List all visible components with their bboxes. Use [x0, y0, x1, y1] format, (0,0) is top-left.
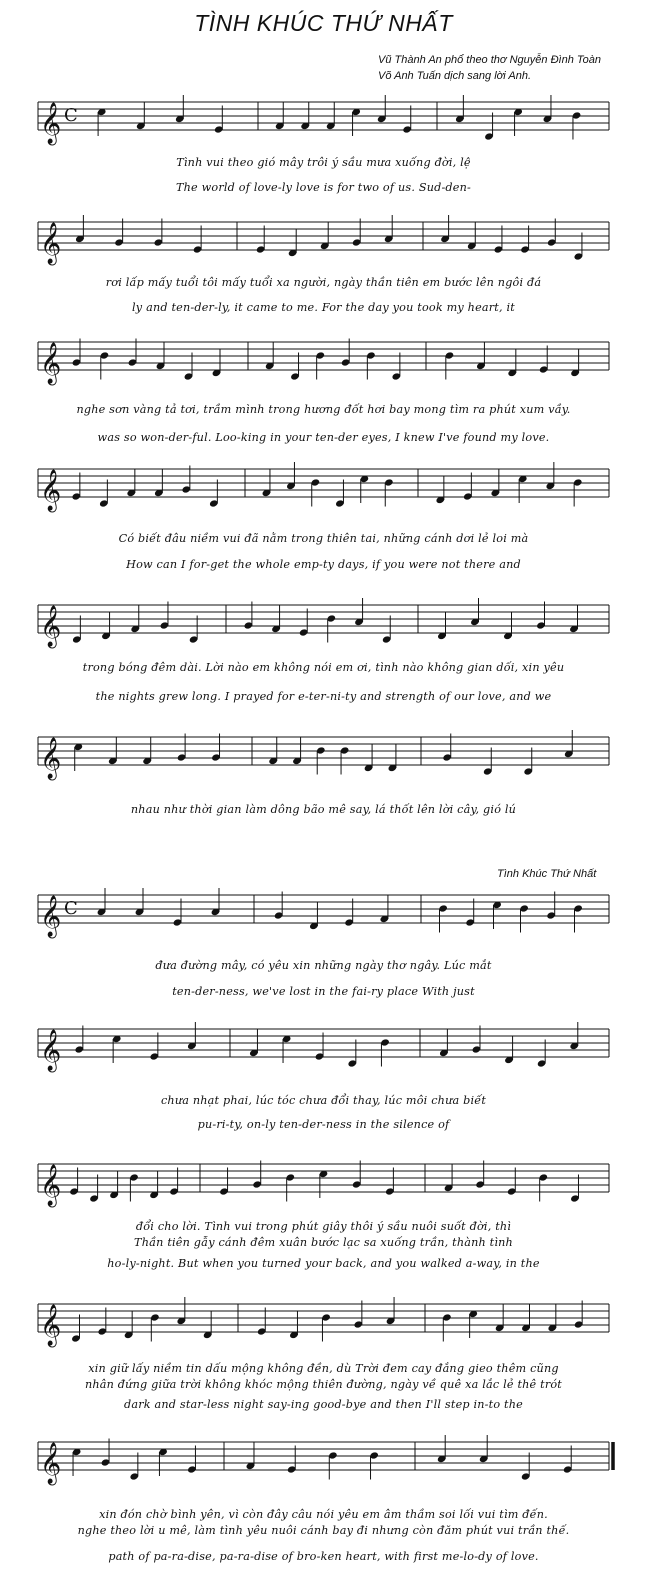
- common-time-symbol: C: [64, 105, 78, 126]
- lyric-line-english: ho-ly-night. But when you turned your back, and you walked a-way, in the: [107, 1257, 540, 1270]
- treble-clef-icon: 𝄞: [40, 103, 62, 144]
- lyric-line-vietnamese: nhau như thời gian làm dông bão mê say, lá thốt lên lời cây, gió lú: [130, 803, 517, 816]
- treble-clef-icon: 𝄞: [40, 223, 62, 264]
- common-time-symbol: C: [64, 898, 78, 919]
- music-staff: [0, 1282, 647, 1372]
- staff-notation: [0, 1007, 647, 1097]
- music-staff: [0, 873, 647, 963]
- staff-notation: [0, 1282, 647, 1372]
- staff-notation: [0, 1420, 647, 1510]
- music-staff: [0, 1420, 647, 1510]
- composer-credit: Vũ Thành An phổ theo thơ Nguyễn Đình Toàn: [378, 54, 601, 66]
- lyric-line-vietnamese: nghe sơn vàng tả tơi, trầm mình trong hương đốt hơi bay mong tìm ra phút xum vầy.: [76, 403, 571, 416]
- treble-clef-icon: 𝄞: [40, 1030, 62, 1071]
- staff-notation: [0, 1142, 647, 1232]
- music-staff: [0, 320, 647, 410]
- staff-notation: [0, 583, 647, 673]
- lyric-line-vietnamese-2: nhân đứng giữa trời không khóc mộng thiên đường, ngày về quê xa lắc lẻ thê trót: [84, 1378, 563, 1391]
- treble-clef-icon: 𝄞: [40, 1443, 62, 1484]
- music-staff: [0, 1142, 647, 1232]
- treble-clef-icon: 𝄞: [40, 470, 62, 511]
- treble-clef-icon: 𝄞: [40, 738, 62, 779]
- treble-clef-icon: 𝄞: [40, 1165, 62, 1206]
- lyric-line-vietnamese: rơi lấp mấy tuổi tôi mấy tuổi xa người, ngày thần tiên em bước lên ngôi đá: [105, 276, 542, 289]
- treble-clef-icon: 𝄞: [40, 1305, 62, 1346]
- treble-clef-icon: 𝄞: [40, 343, 62, 384]
- song-title: TÌNH KHÚC THỨ NHẤT: [194, 10, 453, 36]
- music-staff: [0, 583, 647, 673]
- staff-notation: [0, 447, 647, 537]
- lyric-line-english: was so won-der-ful. Loo-king in your ten-der eyes, I knew I've found my love.: [97, 431, 550, 444]
- music-staff: [0, 447, 647, 537]
- staff-notation: [0, 873, 647, 963]
- lyric-line-vietnamese: chưa nhạt phai, lúc tóc chưa đổi thay, lúc môi chưa biết: [160, 1094, 487, 1107]
- lyric-line-vietnamese: xin đón chờ bình yên, vì còn đây câu nói yêu em âm thầm soi lối vui tìm đến.: [99, 1508, 548, 1521]
- lyric-line-english: ly and ten-der-ly, it came to me. For the day you took my heart, it: [132, 301, 515, 314]
- lyric-line-vietnamese: trong bóng đêm dài. Lời nào em không nói em ơi, tình nào không gian dối, xin yêu: [82, 661, 565, 674]
- lyric-line-english: pu-ri-ty, on-ly ten-der-ness in the silence of: [197, 1118, 450, 1131]
- staff-notation: [0, 320, 647, 410]
- lyric-line-english: dark and star-less night say-ing good-bye and then I'll step in-to the: [124, 1398, 523, 1411]
- translator-credit: Võ Anh Tuấn dịch sang lời Anh.: [378, 70, 532, 82]
- lyric-line-english: the nights grew long. I prayed for e-ter-ni-ty and strength of our love, and we: [95, 690, 552, 703]
- lyric-line-vietnamese: đổi cho lời. Tình vui trong phút giây thôi ý sầu nuôi suốt đời, thì: [135, 1220, 512, 1233]
- lyric-line-english: The world of love-ly love is for two of us. Sud-den-: [175, 181, 472, 194]
- lyric-line-english: How can I for-get the whole emp-ty days, if you were not there and: [126, 558, 521, 571]
- treble-clef-icon: 𝄞: [40, 606, 62, 647]
- lyric-line-vietnamese: xin giữ lấy niềm tin dấu mộng không đền, dù Trời đem cay đắng gieo thêm cũng: [88, 1362, 559, 1375]
- music-staff: [0, 715, 647, 805]
- lyric-line-english: ten-der-ness, we've lost in the fai-ry place With just: [172, 985, 475, 998]
- lyric-line-vietnamese: đưa đường mây, có yêu xin những ngày thơ ngây. Lúc mắt: [155, 959, 492, 972]
- lyric-line-vietnamese-2: nghe theo lời u mê, làm tình yêu nuôi cánh bay đi nhưng còn đăm phút vui trần thế.: [77, 1524, 570, 1537]
- treble-clef-icon: 𝄞: [40, 896, 62, 937]
- lyric-line-vietnamese-2: Thần tiên gẫy cánh đêm xuân bước lạc sa xuống trần, thành tình: [134, 1236, 513, 1249]
- running-header: Tình Khúc Thứ Nhất: [497, 868, 597, 880]
- lyric-line-vietnamese: Có biết đâu niềm vui đã nằm trong thiên tai, những cánh dơi lẻ loi mà: [118, 532, 529, 545]
- music-staff: [0, 1007, 647, 1097]
- lyric-line-english: path of pa-ra-dise, pa-ra-dise of bro-ken heart, with first me-lo-dy of love.: [108, 1550, 539, 1563]
- staff-notation: [0, 715, 647, 805]
- lyric-line-vietnamese: Tình vui theo gió mây trôi ý sầu mưa xuống đời, lệ: [176, 156, 471, 169]
